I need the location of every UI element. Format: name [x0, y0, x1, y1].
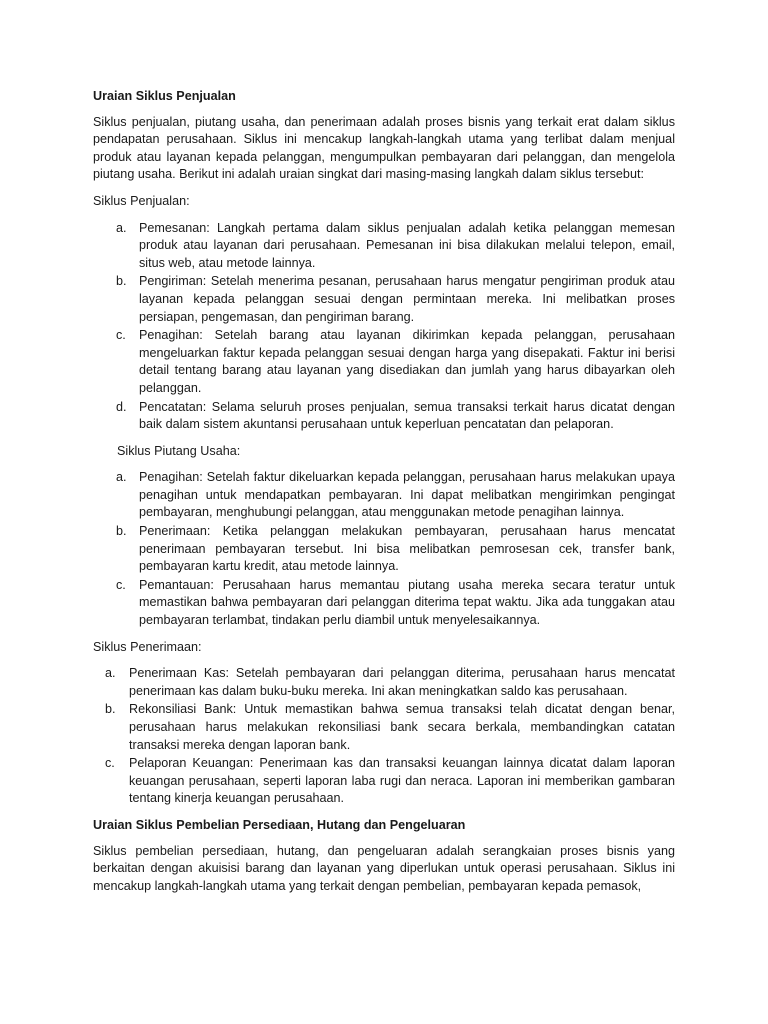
list-marker: c. [116, 577, 126, 592]
label-sales-cycle: Siklus Penjualan: [93, 193, 190, 208]
list-item [93, 665, 675, 700]
list-item [93, 469, 675, 522]
heading-purchasing-cycle: Uraian Siklus Pembelian Persediaan, Hutang dan Pengeluaran [93, 817, 466, 832]
list-item [93, 577, 675, 630]
list-item-text: Penagihan: Setelah barang atau layanan dikirimkan kepada pelanggan, perusahaan mengeluarkan faktur kepada pelanggan sesuai dengan harga yang disepakati. Faktur ini berisi detail tentang barang atau layanan yang disediakan dan jumlah yang harus dibayarkan oleh pelanggan. [139, 328, 675, 395]
list-item-text: Pelaporan Keuangan: Penerimaan kas dan transaksi keuangan lainnya dicatat dalam laporan keuangan perusahaan, seperti laporan laba rugi dan neraca. Laporan ini memberikan gambaran tentang kinerja keuangan perusahaan. [129, 756, 675, 806]
label-receivables-cycle: Siklus Piutang Usaha: [117, 443, 241, 458]
sales-cycle-list [93, 220, 675, 434]
list-item-text: Pencatatan: Selama seluruh proses penjualan, semua transaksi terkait harus dicatat dengan baik dalam sistem akuntansi perusahaan untuk keperluan pencatatan dan pelaporan. [139, 399, 675, 432]
list-item [93, 399, 675, 434]
list-item-text: Pemesanan: Langkah pertama dalam siklus penjualan adalah ketika pelanggan memesan produk atau layanan dari perusahaan. Pemesanan ini bisa dilakukan melalui telepon, email, situs web, atau metode lainnya. [139, 220, 675, 270]
list-marker: b. [116, 274, 127, 289]
intro-paragraph: Siklus penjualan, piutang usaha, dan penerimaan adalah proses bisnis yang terkait erat dalam siklus pendapatan perusahaan. Siklus ini mencakup langkah-langkah utama yang terlibat dalam menjual produk atau layanan kepada pelanggan, mengumpulkan pembayaran dari pelanggan, dan mengelola piutang usaha. Berikut ini adalah uraian singkat dari masing-masing langkah dalam siklus tersebut: [93, 114, 675, 182]
list-item [93, 523, 675, 576]
receipts-cycle-list [93, 665, 675, 808]
list-marker: a. [116, 470, 127, 485]
list-marker: a. [116, 220, 127, 235]
list-item [93, 273, 675, 326]
list-marker: a. [105, 666, 116, 681]
list-marker: d. [116, 399, 127, 414]
list-marker: c. [105, 756, 115, 771]
list-item-text: Pemantauan: Perusahaan harus memantau piutang usaha mereka secara teratur untuk memastikan bahwa pembayaran dari pelanggan diterima tepat waktu. Jika ada tunggakan atau pembayaran terlambat, tindakan perlu diambil untuk menyelesaikannya. [139, 577, 675, 628]
list-item-text: Penagihan: Setelah faktur dikeluarkan kepada pelanggan, perusahaan harus melakukan upaya penagihan untuk mendapatkan pembayaran. Ini dapat melibatkan mengirimkan pengingat pembayaran, menghubungi pelanggan, atau menggunakan metode penagihan lainnya. [139, 470, 675, 520]
list-item [93, 327, 675, 397]
list-item [93, 755, 675, 808]
list-item-text: Rekonsiliasi Bank: Untuk memastikan bahwa semua transaksi telah dicatat dengan benar, perusahaan harus melakukan rekonsiliasi bank secara berkala, membandingkan catatan transaksi mereka dengan laporan bank. [129, 702, 675, 752]
list-marker: c. [116, 328, 126, 343]
list-item [93, 220, 675, 273]
heading-sales-cycle: Uraian Siklus Penjualan [93, 89, 236, 103]
list-marker: b. [116, 524, 127, 539]
list-marker: b. [105, 702, 116, 717]
list-item-text: Penerimaan: Ketika pelanggan melakukan pembayaran, perusahaan harus mencatat penerimaan pembayaran tersebut. Ini bisa melibatkan pemrosesan cek, transfer bank, pembayaran kartu kredit, atau metode lainnya. [139, 524, 675, 574]
list-item-text: Penerimaan Kas: Setelah pembayaran dari pelanggan diterima, perusahaan harus mencatat penerimaan kas dalam buku-buku mereka. Ini akan meningkatkan saldo kas perusahaan. [129, 666, 675, 698]
label-receipts-cycle: Siklus Penerimaan: [93, 639, 202, 654]
list-item-text: Pengiriman: Setelah menerima pesanan, perusahaan harus mengatur pengiriman produk atau layanan kepada pelanggan sesuai dengan permintaan mereka. Ini melibatkan proses persiapan, pengemasan, dan pengiriman barang. [139, 274, 675, 324]
intro-paragraph-purchasing: Siklus pembelian persediaan, hutang, dan pengeluaran adalah serangkaian proses bisnis yang berkaitan dengan akuisisi barang dan layanan yang diperlukan untuk operasi perusahaan. Siklus ini mencakup langkah-langkah utama yang terkait dengan pembelian, pembayaran kepada pemasok, [93, 843, 675, 893]
list-item [93, 701, 675, 754]
receivables-cycle-list [93, 469, 675, 629]
